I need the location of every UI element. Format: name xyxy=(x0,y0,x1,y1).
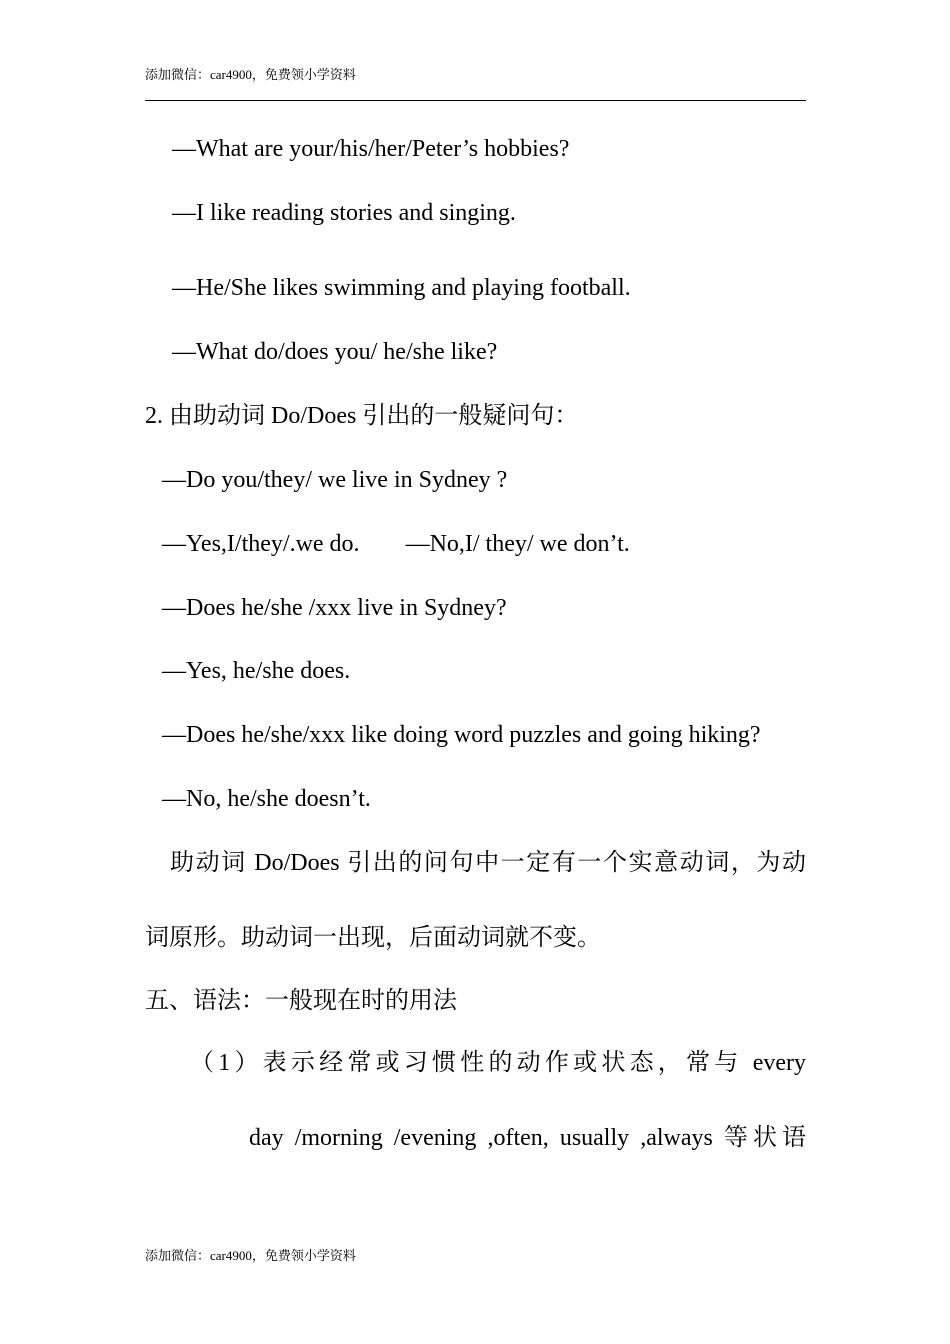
dialogue-line-7: —Does he/she /xxx live in Sydney? xyxy=(162,595,507,621)
dialogue-line-1: —What are your/his/her/Peter’s hobbies? xyxy=(172,136,570,162)
dialogue-line-6-no: —No,I/ they/ we don’t. xyxy=(405,531,630,557)
dialogue-line-5: —Do you/they/ we live in Sydney ? xyxy=(162,467,508,493)
section-heading-2: 2. 由助动词 Do/Does 引出的一般疑问句： xyxy=(145,403,579,429)
dialogue-line-4: —What do/does you/ he/she like? xyxy=(172,339,498,365)
header-rule xyxy=(145,100,806,101)
dialogue-line-2: —I like reading stories and singing. xyxy=(172,200,516,226)
dialogue-line-9: —Does he/she/xxx like doing word puzzles and going hiking? xyxy=(162,722,761,748)
dialogue-line-10: —No, he/she doesn’t. xyxy=(162,786,371,812)
grammar-point-1-line-1: （1）表示经常或习惯性的动作或状态，常与 every xyxy=(190,1050,806,1076)
note-paragraph-line-1: 助动词 Do/Does 引出的问句中一定有一个实意动词，为动 xyxy=(170,850,806,876)
dialogue-line-6 xyxy=(162,529,630,559)
grammar-point-1-line-2: day /morning /evening ,often, usually ,always 等状语 xyxy=(249,1125,806,1151)
header-text: 添加微信：car4900，免费领小学资料 xyxy=(145,67,356,82)
footer-text: 添加微信：car4900，免费领小学资料 xyxy=(145,1248,356,1263)
dialogue-line-6-yes: —Yes,I/they/.we do. xyxy=(162,531,360,557)
dialogue-line-3: —He/She likes swimming and playing football. xyxy=(172,275,631,301)
note-paragraph-line-2: 词原形。助动词一出现，后面动词就不变。 xyxy=(145,925,601,951)
section-heading-5: 五、语法：一般现在时的用法 xyxy=(145,988,457,1014)
dialogue-line-8: —Yes, he/she does. xyxy=(162,658,351,684)
